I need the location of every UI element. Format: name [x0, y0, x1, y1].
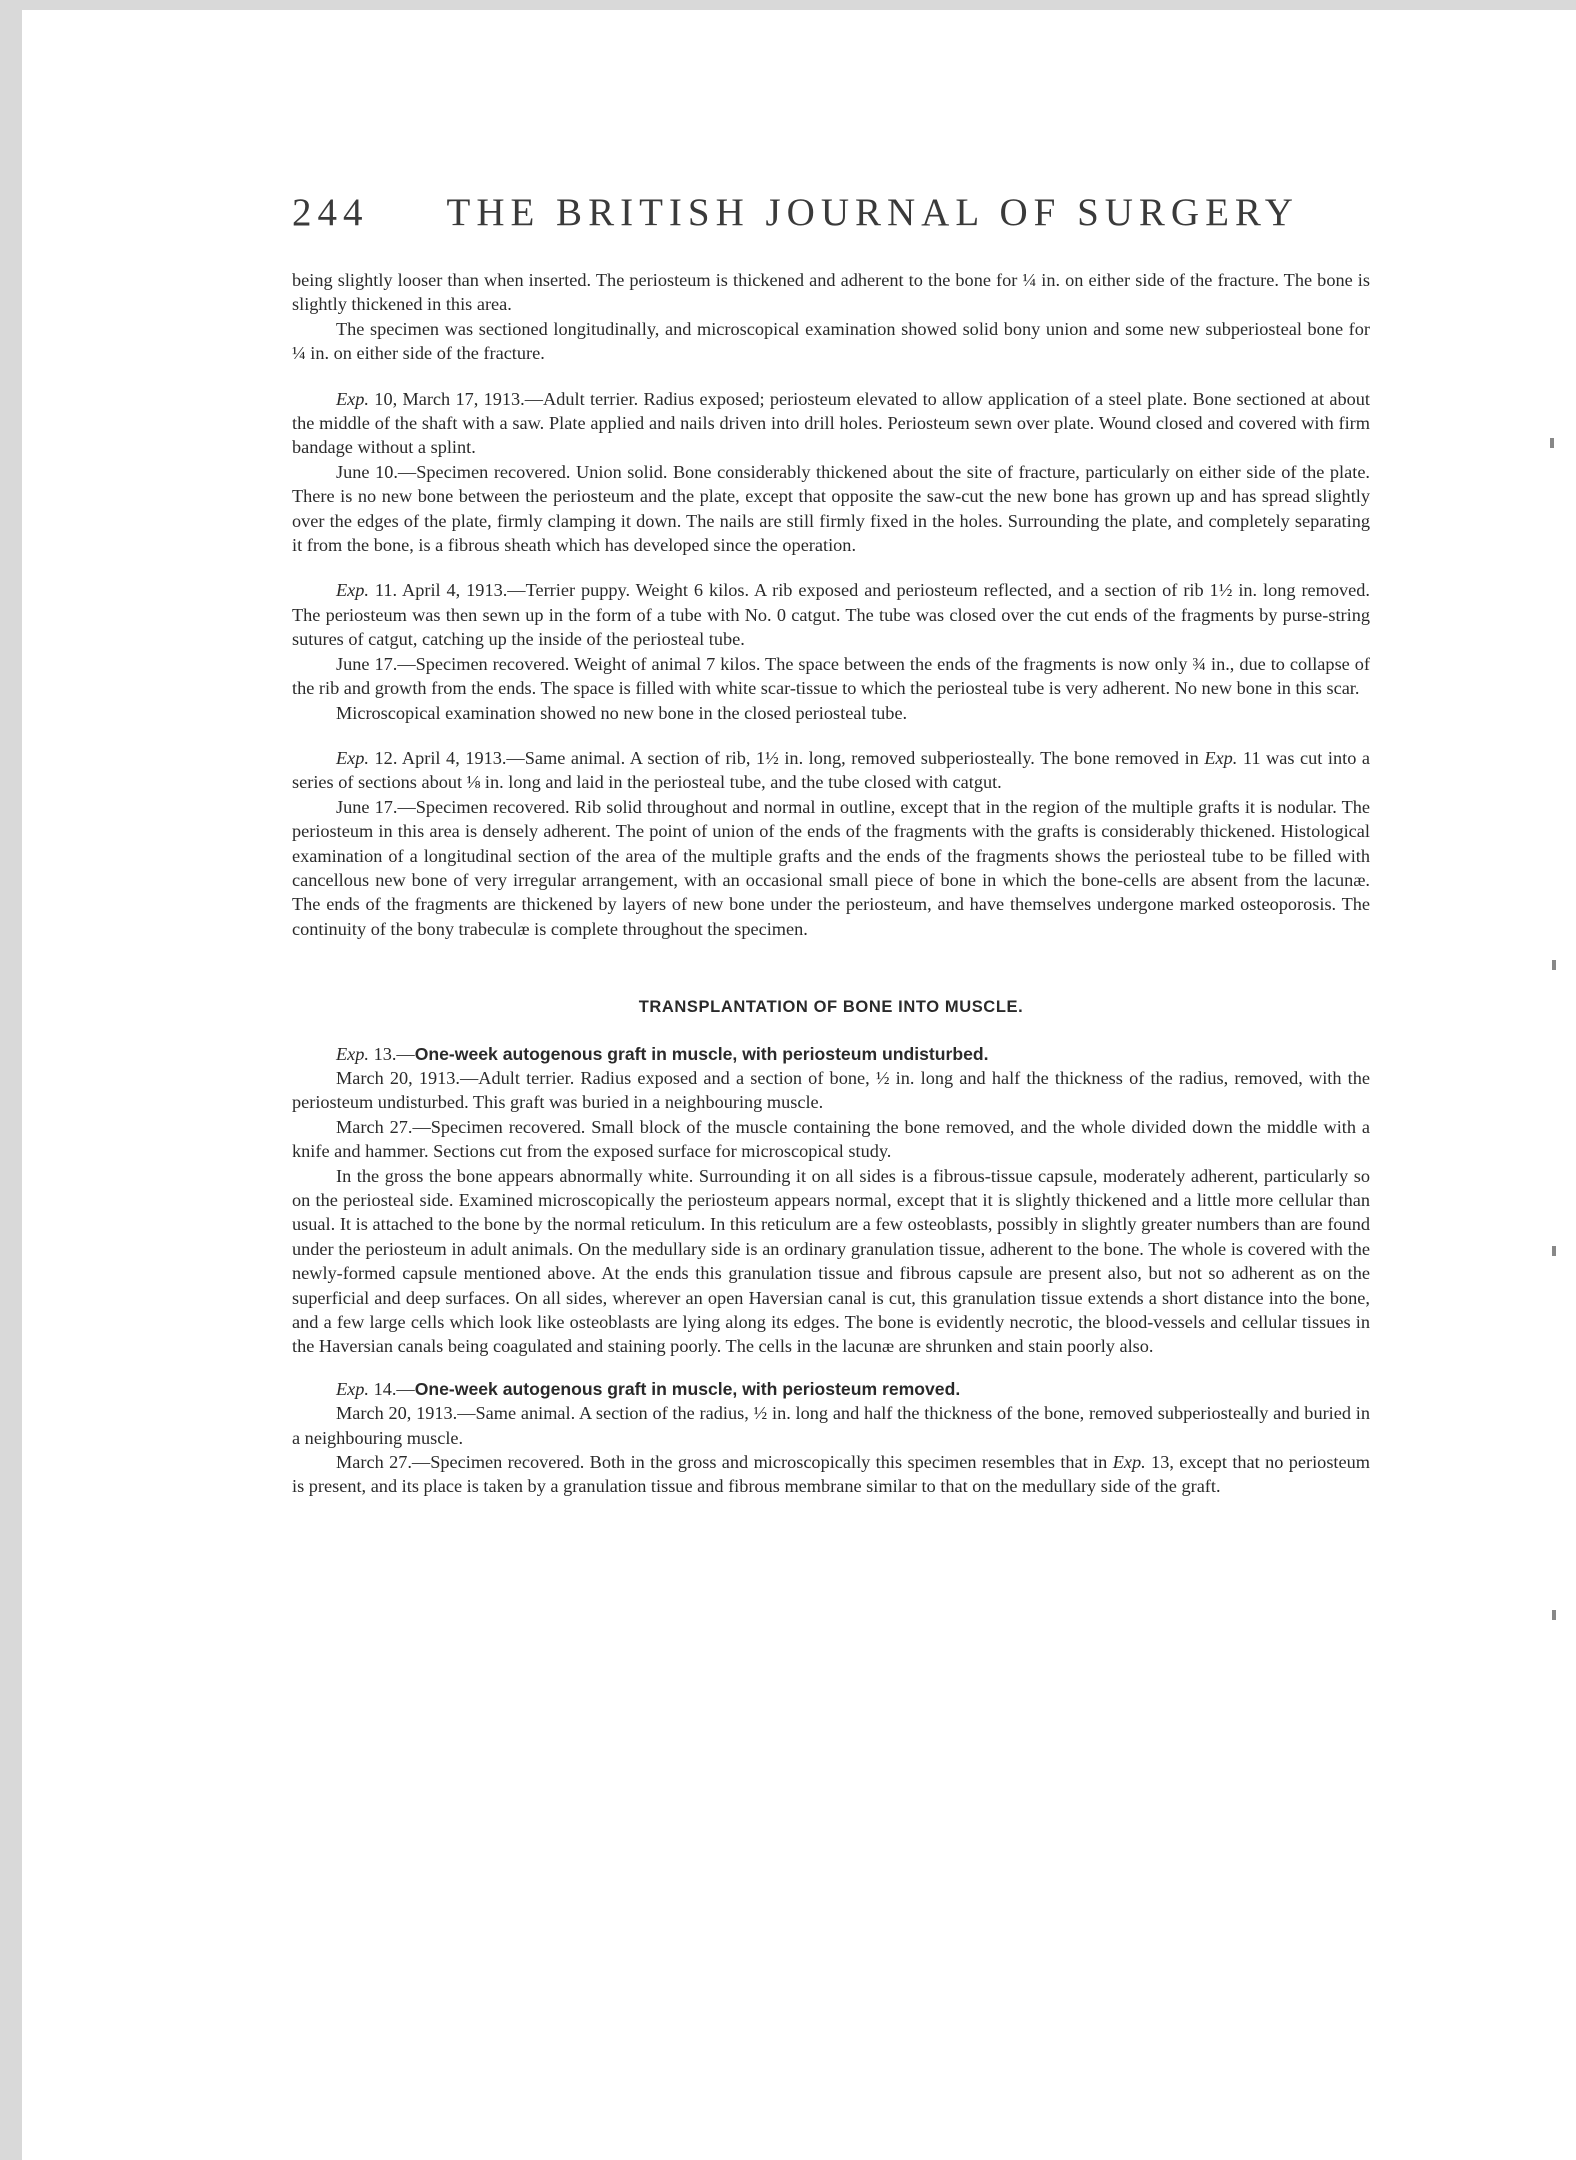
paragraph: being slightly looser than when inserted. The periosteum is thickened and adherent to the bone for ¼ in. on either side of the fracture. The bone is slightly thickened in this area. — [292, 270, 1370, 315]
experiment-10-followup: June 10.—Specimen recovered. Union solid. Bone considerably thickened about the site of fracture, particularly on either side of the plate. There is no new bone between the periosteum and the plate, except that opposite the saw-cut the new bone has grown up and has spread slightly over the edges of the plate, firmly clamping it down. The nails are still firmly fixed in the holes. Surrounding the plate, and completely separating it from the bone, is a fibrous sheath which has developed since the operation. — [292, 461, 1370, 556]
paragraph: March 20, 1913.—Adult terrier. Radius exposed and a section of bone, ½ in. long and half the thickness of the radius, removed, with the periosteum undisturbed. This graft was buried in a neighbouring muscle. — [292, 1067, 1370, 1113]
exp-number: 13.— — [369, 1043, 415, 1064]
page-edge-mark — [1552, 960, 1556, 970]
paragraph: The specimen was sectioned longitudinally, and microscopical examination showed solid bony union and some new subperiosteal bone for ¼ in. on either side of the fracture. — [292, 318, 1370, 364]
exp-text: 13, except that no periosteum is present, and its place is taken by a granulation tissue and fibrous membrane similar to that on the medullary side of the graft. — [292, 1452, 1370, 1497]
exp-label: Exp. — [336, 580, 369, 601]
exp-label: Exp. — [336, 1043, 369, 1064]
page-edge-mark — [1552, 1246, 1556, 1256]
exp-text: 10, March 17, 1913.—Adult terrier. Radius exposed; periosteum elevated to allow application of a steel plate. Bone sectioned at about the middle of the shaft with a saw. Plate applied and nails driven into drill holes. Periosteum sewn over plate. Wound closed and covered with firm bandage without a splint. — [292, 388, 1370, 458]
exp-title: One-week autogenous graft in muscle, with periosteum undisturbed. — [414, 1043, 989, 1064]
paragraph: March 27.—Specimen recovered. Small block of the muscle containing the bone removed, and the whole divided down the middle with a knife and hammer. Sections cut from the exposed surface for microscopical study. — [292, 1116, 1370, 1162]
section-heading: TRANSPLANTATION OF BONE INTO MUSCLE. — [638, 998, 1024, 1017]
exp-text: 11. April 4, 1913.—Terrier puppy. Weight 6 kilos. A rib exposed and periosteum reflected, and a section of rib 1½ in. long removed. The periosteum was then sewn up in the form of a tube with No. 0 catgut. The tube was closed over the cut ends of the fragments by purse-string sutures of catgut, catching up the inside of the periosteal tube. — [292, 580, 1370, 650]
exp-title: One-week autogenous graft in muscle, with periosteum removed. — [414, 1378, 961, 1399]
exp-text: 11 was cut into a series of sections about ⅛ in. long and laid in the periosteal tube, and the tube closed with catgut. — [292, 747, 1370, 793]
experiment-14-title — [292, 1377, 1370, 1401]
journal-title: THE BRITISH JOURNAL OF SURGERY — [446, 191, 1299, 234]
experiment-11 — [292, 578, 1370, 651]
page-edge-mark — [1552, 1610, 1556, 1620]
exp-label: Exp. — [336, 1378, 369, 1399]
experiment-11-followup: June 17.—Specimen recovered. Weight of animal 7 kilos. The space between the ends of the fragments is now only ¾ in., due to collapse of the rib and growth from the ends. The space is filled with white scar-tissue to which the periosteal tube is very adherent. No new bone in this scar. — [292, 653, 1370, 699]
paragraph: In the gross the bone appears abnormally white. Surrounding it on all sides is a fibrous-tissue capsule, moderately adherent, particularly so on the periosteal side. Examined microscopically the periosteum appears normal, except that it is slightly thickened and a little more cellular than usual. It is attached to the bone by the normal reticulum. In this reticulum are a few osteoblasts, possibly in slightly greater numbers than are found under the periosteum in adult animals. On the medullary side is an ordinary granulation tissue, adherent to the bone. The whole is covered with the newly-formed capsule mentioned above. At the ends this granulation tissue and fibrous capsule are present also, but not so adherent as on the superficial and deep surfaces. On all sides, wherever an open Haversian canal is cut, this granulation tissue extends a short distance into the bone, and a few large cells which look like osteoblasts are lying along its edges. The bone is evidently necrotic, the blood-vessels and cellular tissues in the Haversian canals being coagulated and staining poorly. The cells in the lacunæ are shrunken and stain poorly also. — [292, 1165, 1370, 1357]
experiment-10 — [292, 387, 1370, 460]
exp-number: 14.— — [369, 1378, 415, 1399]
exp-label: Exp. — [1112, 1452, 1146, 1473]
paragraph: March 20, 1913.—Same animal. A section of the radius, ½ in. long and half the thickness of the bone, removed subperiosteally and buried in a neighbouring muscle. — [292, 1403, 1370, 1448]
page-number: 244 — [292, 191, 369, 234]
exp-text: March 27.—Specimen recovered. Both in the gross and microscopically this specimen resembles that in — [336, 1452, 1113, 1473]
exp-label: Exp. — [336, 388, 369, 409]
exp-label: Exp. — [1204, 747, 1238, 768]
experiment-12-followup: June 17.—Specimen recovered. Rib solid throughout and normal in outline, except that in the region of the multiple grafts it is nodular. The periosteum in this area is densely adherent. The point of union of the ends of the fragments with the grafts is considerably thickened. Histological examination of a longitudinal section of the area of the multiple grafts and the ends of the fragments shows the periosteal tube to be filled with cancellous new bone of very irregular arrangement, with an occasional small piece of bone in which the bone-cells are absent from the lacunæ. The ends of the fragments are thickened by layers of new bone under the periosteum, and have themselves undergone marked osteoporosis. The continuity of the bony trabeculæ is complete throughout the specimen. — [292, 796, 1370, 939]
running-head — [292, 190, 1299, 235]
exp-label: Exp. — [336, 747, 369, 768]
experiment-12 — [292, 746, 1370, 795]
paragraph — [292, 1450, 1370, 1499]
experiment-13-title — [292, 1042, 1370, 1066]
article-body — [292, 268, 1370, 1499]
experiment-11-microscopy: Microscopical examination showed no new bone in the closed periosteal tube. — [336, 702, 908, 723]
page-edge-mark — [1550, 438, 1554, 448]
exp-text: 12. April 4, 1913.—Same animal. A section of rib, 1½ in. long, removed subperiosteally. The bone removed in — [369, 747, 1205, 768]
